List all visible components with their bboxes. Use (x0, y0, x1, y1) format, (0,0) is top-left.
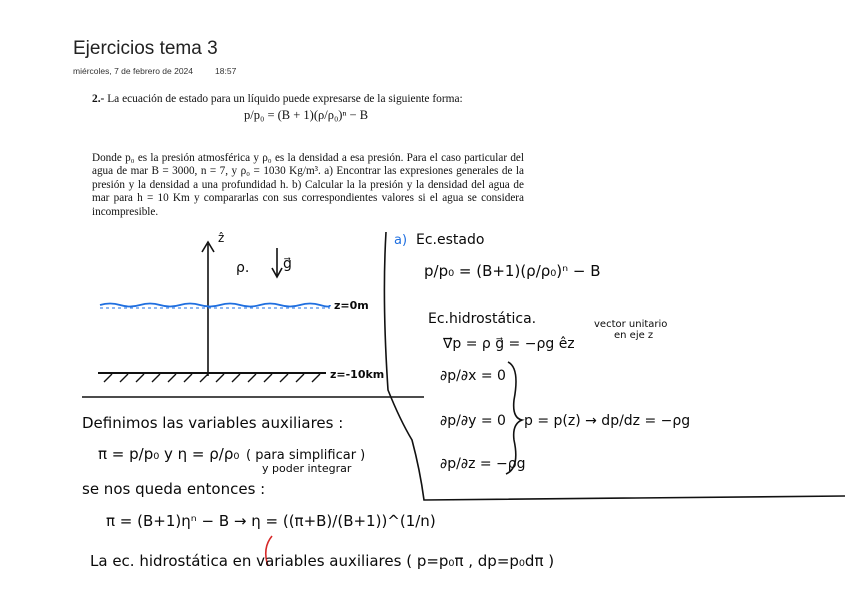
aux-then: se nos queda entonces : (82, 480, 266, 498)
time-text: 18:57 (215, 66, 237, 76)
problem-intro: La ecuación de estado para un líquido puede expresarse de la siguiente forma: (107, 93, 463, 105)
handwritten-state-eq: p/p₀ = (B+1)(ρ/ρ₀)ⁿ − B (424, 262, 601, 280)
derivative-x: ∂p/∂x = 0 (440, 368, 506, 384)
z-axis-label: ẑ (218, 231, 225, 245)
part-a-label: a) (394, 233, 408, 248)
date-text: miércoles, 7 de febrero de 2024 (73, 66, 194, 76)
rho-label: ρ. (236, 260, 250, 276)
gravity-label: g⃗ (283, 256, 292, 272)
hydrostatic-eq: ∇⃗p = ρ g⃗ = −ρg êz (443, 336, 575, 352)
aux-note-2: y poder integrar (262, 462, 352, 475)
aux-heading: Definimos las variables auxiliares : (82, 414, 344, 432)
state-equation: p/p₀ = (B + 1)(ρ/ρ₀)ⁿ − B (244, 108, 369, 122)
page-title: Ejercicios tema 3 (73, 38, 218, 59)
aux-note: ( para simplificar ) (246, 448, 366, 463)
aux-last-line: La ec. hidrostática en variables auxiliares ( p=p₀π , dp=p₀dπ ) (90, 552, 555, 570)
bottom-label: z=-10km (330, 368, 385, 381)
state-heading: Ec.estado (416, 232, 485, 248)
unit-vector-note-2: en eje z (614, 330, 654, 341)
problem-number: 2.- (92, 93, 105, 105)
aux-definitions: π = p/p₀ y η = ρ/ρ₀ (98, 445, 240, 463)
surface-label: z=0m (334, 299, 369, 312)
water-surface-line (100, 304, 330, 307)
derivative-z: ∂p/∂z = −ρg (440, 456, 526, 472)
pressure-result: p = p(z) → dp/dz = −ρg (524, 413, 691, 429)
derivative-y: ∂p/∂y = 0 (440, 413, 506, 429)
sea-floor-hatching (104, 374, 320, 382)
unit-vector-note: vector unitario (594, 319, 668, 330)
hydrostatic-heading: Ec.hidrostática. (428, 311, 537, 327)
aux-relation: π = (B+1)ηⁿ − B → η = ((π+B)/(B+1))^(1/n) (106, 512, 436, 530)
problem-body: Donde p₀ es la presión atmosférica y ρ₀ es la densidad a esa presión. Para el caso particular del agua de mar B = 3000, n = 7, y ρ₀ = 1030 Kg/m³. a) Encontrar las expresiones generales de la presión y la densidad a una profundidad h. b) Calcular la la presión y la densidad del agua de mar para h = 10 Km y compararlas con sus correspondientes valores si el agua se considera incompresible. (92, 152, 524, 218)
